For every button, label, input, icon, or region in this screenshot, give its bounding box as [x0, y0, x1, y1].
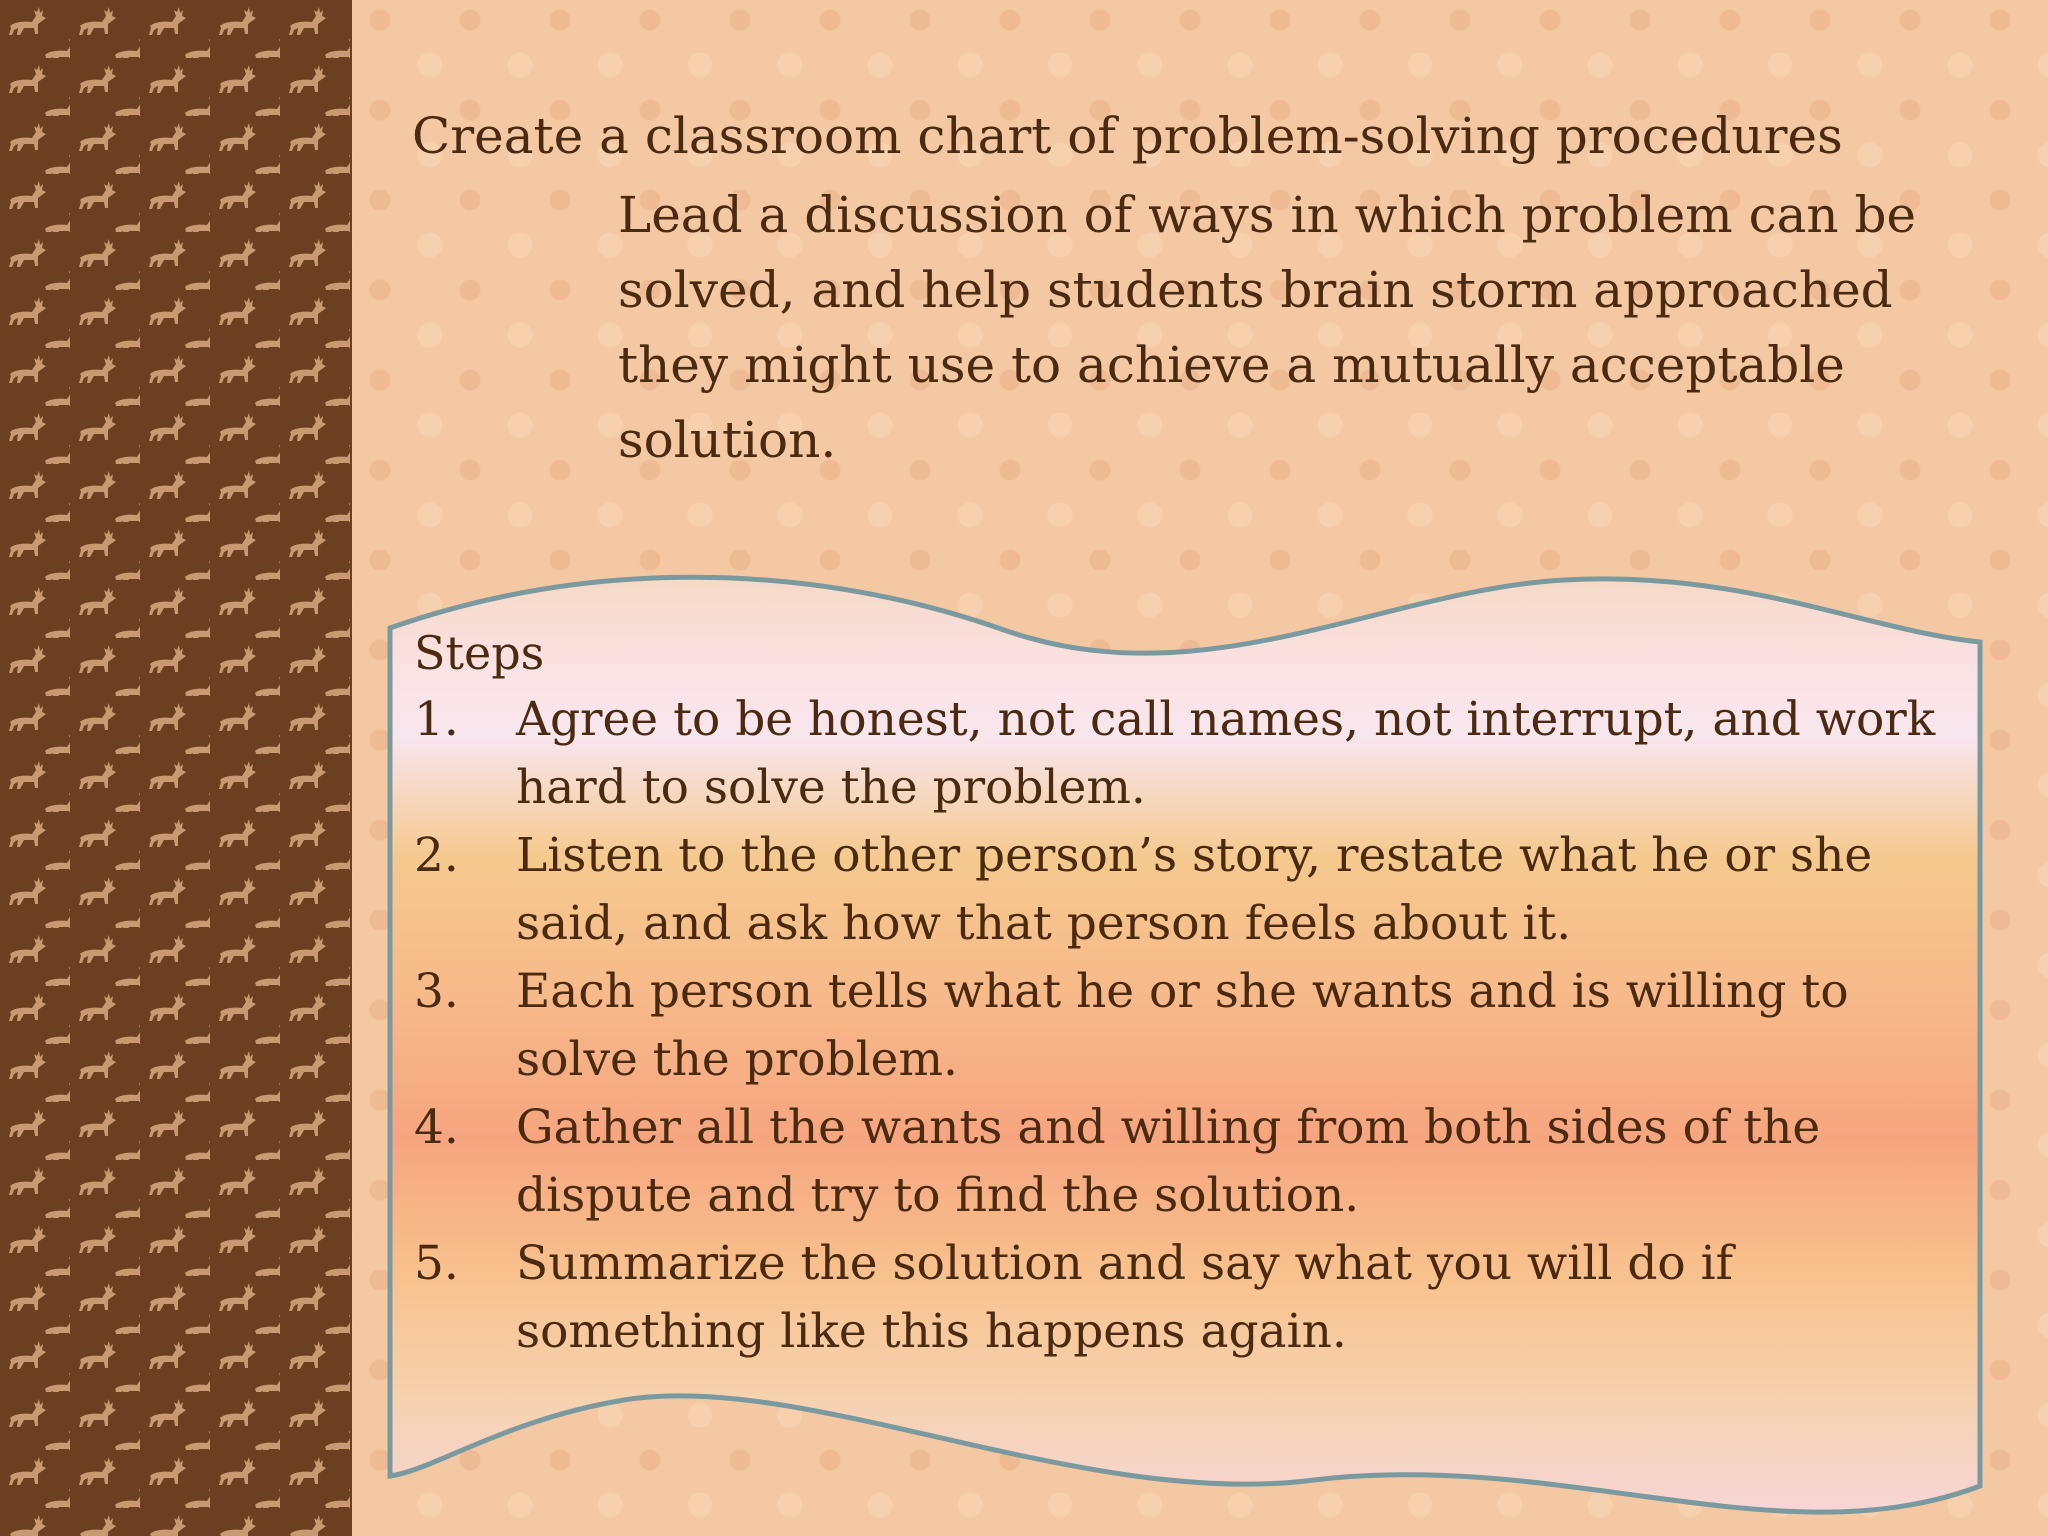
intro-paragraph: Lead a discussion of ways in which problem can be solved, and help students brain storm approached they might use to achieve a mutually acceptable solution.	[618, 186, 1917, 469]
deer-pattern-icon	[0, 0, 352, 1536]
steps-list	[414, 686, 1974, 1366]
list-item	[414, 958, 1974, 1094]
step-text: Agree to be honest, not call names, not interrupt, and work hard to solve the problem.	[516, 692, 1936, 815]
step-text: Each person tells what he or she wants and is willing to solve the problem.	[516, 964, 1849, 1087]
list-item	[414, 686, 1974, 822]
list-item	[414, 822, 1974, 958]
decorative-deer-strip	[0, 0, 352, 1536]
step-text: Gather all the wants and willing from both sides of the dispute and try to find the solution.	[516, 1100, 1821, 1223]
steps-heading: Steps	[414, 626, 545, 680]
step-number: 3.	[414, 964, 459, 1019]
step-number: 1.	[414, 692, 459, 747]
step-number: 2.	[414, 828, 459, 883]
step-text: Listen to the other person’s story, restate what he or she said, and ask how that person feels about it.	[516, 828, 1873, 951]
page-title: Create a classroom chart of problem-solving procedures	[412, 107, 1843, 165]
step-text: Summarize the solution and say what you will do if something like this happens again.	[516, 1236, 1734, 1359]
list-item	[414, 1230, 1974, 1366]
step-number: 5.	[414, 1236, 459, 1291]
step-number: 4.	[414, 1100, 459, 1155]
list-item	[414, 1094, 1974, 1230]
